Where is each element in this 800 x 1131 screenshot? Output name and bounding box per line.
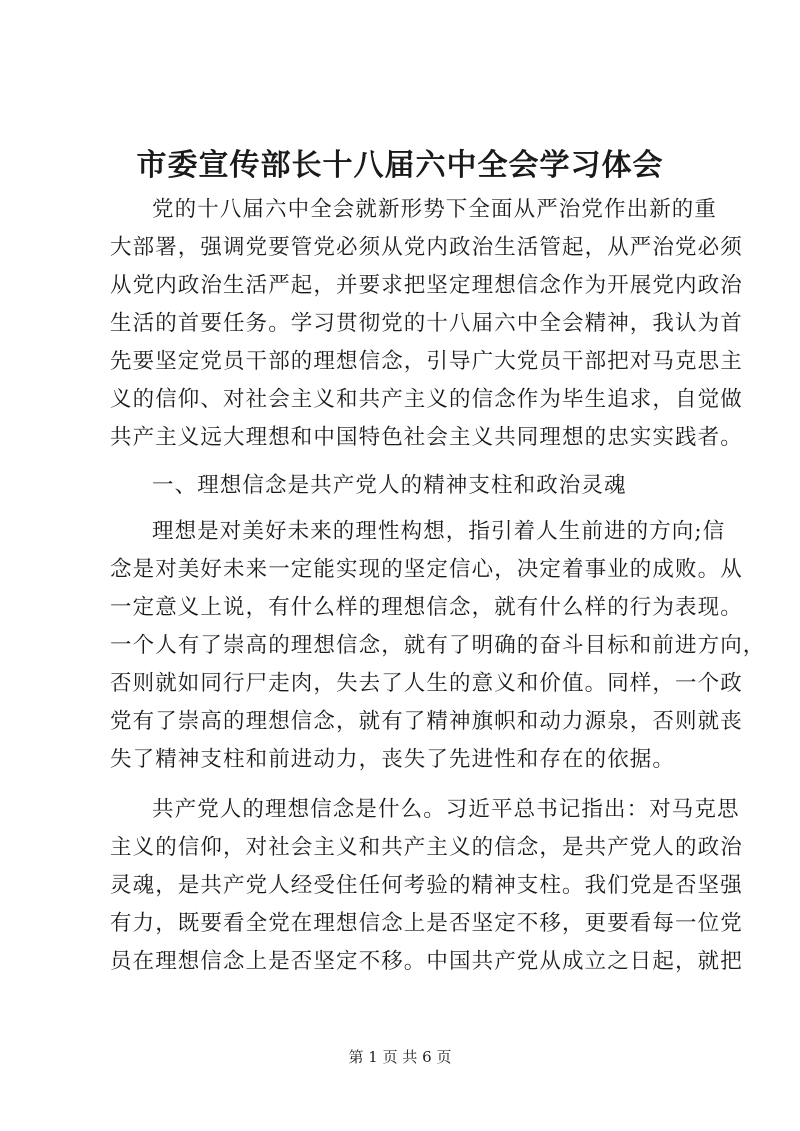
text-line: 义的信仰、对社会主义和共产主义的信念作为毕生追求，自觉做 [110,387,743,412]
text-line: 一个人有了崇高的理想信念，就有了明确的奋斗目标和前进方向， [110,633,766,658]
text-line: 员在理想信念上是否坚定不移。中国共产党从成立之日起，就把 [110,949,743,974]
text-line: 有力，既要看全党在理想信念上是否坚定不移，更要看每一位党 [110,911,743,936]
page-number-footer: 第 1 页 共 6 页 [348,1048,452,1066]
text-line: 主义的信仰，对社会主义和共产主义的信念，是共产党人的政治 [110,835,743,860]
text-line: 生活的首要任务。学习贯彻党的十八届六中全会精神，我认为首 [110,311,743,336]
text-line: 共产主义远大理想和中国特色社会主义共同理想的忠实实践者。 [110,425,743,450]
text-line: 念是对美好未来一定能实现的坚定信心，决定着事业的成败。从 [110,557,743,582]
section-heading: 一、理想信念是共产党人的精神支柱和政治灵魂 [152,473,627,498]
text-line: 共产党人的理想信念是什么。习近平总书记指出：对马克思 [152,797,740,822]
text-line: 党的十八届六中全会就新形势下全面从严治党作出新的重 [152,197,718,222]
text-line: 从党内政治生活严起，并要求把坚定理想信念作为开展党内政治 [110,273,743,298]
text-line: 失了精神支柱和前进动力，丧失了先进性和存在的依据。 [110,747,676,772]
text-line: 否则就如同行尸走肉，失去了人生的意义和价值。同样，一个政 [110,671,743,696]
text-line: 党有了崇高的理想信念，就有了精神旗帜和动力源泉，否则就丧 [110,709,743,734]
text-line: 先要坚定党员干部的理想信念，引导广大党员干部把对马克思主 [110,349,743,374]
text-line: 大部署，强调党要管党必须从党内政治生活管起，从严治党必须 [110,235,743,260]
text-line: 一定意义上说，有什么样的理想信念，就有什么样的行为表现。 [110,595,743,620]
document-title: 市委宣传部长十八届六中全会学习体会 [136,148,664,183]
text-line: 灵魂，是共产党人经受住任何考验的精神支柱。我们党是否坚强 [110,873,743,898]
text-line: 理想是对美好未来的理性构想，指引着人生前进的方向;信 [152,519,726,544]
